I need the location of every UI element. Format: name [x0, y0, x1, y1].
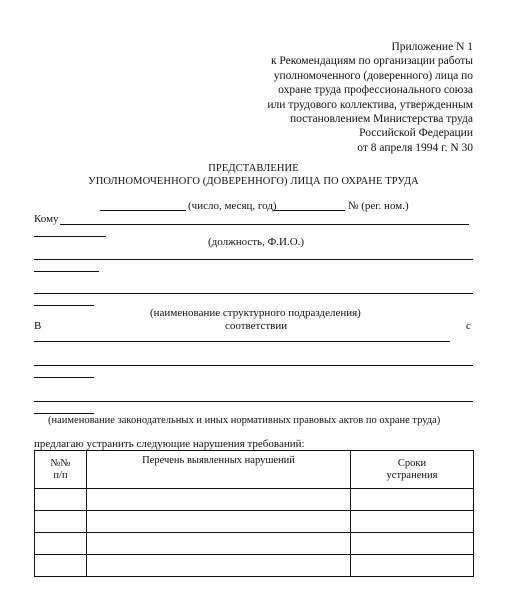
table-cell[interactable] — [351, 511, 474, 533]
table-row — [35, 533, 474, 555]
title-line-1: ПРЕДСТАВЛЕНИЕ — [208, 163, 299, 174]
header-line: от 8 апреля 1994 г. N 30 — [357, 141, 473, 154]
date-field[interactable] — [100, 210, 186, 211]
table-row — [35, 555, 474, 577]
reg-number-label: № (рег. ном.) — [348, 200, 409, 212]
document-title — [0, 162, 507, 188]
blank-line[interactable] — [34, 259, 473, 260]
header-violations: Перечень выявленных нарушений — [87, 451, 351, 489]
table-cell[interactable] — [87, 533, 351, 555]
header-number: №№ п/п — [35, 451, 87, 489]
blank-line[interactable] — [34, 365, 473, 366]
blank-line[interactable] — [34, 341, 450, 342]
header-line: или трудового коллектива, утвержденным — [267, 98, 473, 111]
blank-line-short[interactable] — [34, 271, 99, 272]
with-label: с — [466, 320, 471, 332]
recipient-field[interactable] — [60, 224, 469, 225]
header-line: Приложение N 1 — [391, 41, 473, 53]
unit-label: (наименование структурного подразделения) — [150, 307, 361, 319]
blank-line[interactable] — [34, 401, 473, 402]
header-line: к Рекомендациям по организации работы — [270, 55, 473, 68]
header-line: охране труда профессионального союза — [278, 84, 473, 97]
table-cell[interactable] — [35, 511, 87, 533]
table-cell[interactable] — [351, 555, 474, 577]
in-label: В — [34, 320, 42, 332]
header-deadline: Сроки устранения — [351, 451, 474, 489]
table-cell[interactable] — [351, 489, 474, 511]
reg-number-field[interactable] — [273, 210, 345, 211]
blank-line-short[interactable] — [34, 413, 94, 414]
table-row — [35, 489, 474, 511]
header-line: Российской Федерации — [359, 127, 473, 140]
title-line-2: УПОЛНОМОЧЕННОГО (ДОВЕРЕННОГО) ЛИЦА ПО ОХРАНЕ ТРУДА — [88, 176, 419, 187]
table-cell[interactable] — [87, 489, 351, 511]
blank-line-short[interactable] — [34, 305, 94, 306]
violations-table — [34, 450, 474, 577]
to-label: Кому — [34, 213, 59, 225]
header-line: уполномоченного (доверенного) лица по — [273, 69, 473, 82]
table-header-row — [35, 451, 474, 489]
date-label: (число, месяц, год) — [188, 200, 277, 212]
blank-line-short[interactable] — [34, 377, 94, 378]
table-cell[interactable] — [35, 555, 87, 577]
table-cell[interactable] — [87, 511, 351, 533]
recipient-field-cont[interactable] — [34, 236, 106, 237]
accordance-label: соответствии — [225, 320, 288, 332]
position-label: (должность, Ф.И.О.) — [208, 236, 305, 248]
table-cell[interactable] — [35, 489, 87, 511]
blank-line[interactable] — [34, 293, 473, 294]
header-line: постановлением Министерства труда — [290, 113, 473, 126]
table-cell[interactable] — [87, 555, 351, 577]
table-cell[interactable] — [35, 533, 87, 555]
table-cell[interactable] — [351, 533, 474, 555]
appendix-header — [213, 40, 473, 155]
propose-text: предлагаю устранить следующие нарушения требований: — [34, 438, 305, 450]
table-row — [35, 511, 474, 533]
acts-label: (наименование законодательных и иных нормативных правовых актов по охране труда) — [48, 415, 441, 426]
